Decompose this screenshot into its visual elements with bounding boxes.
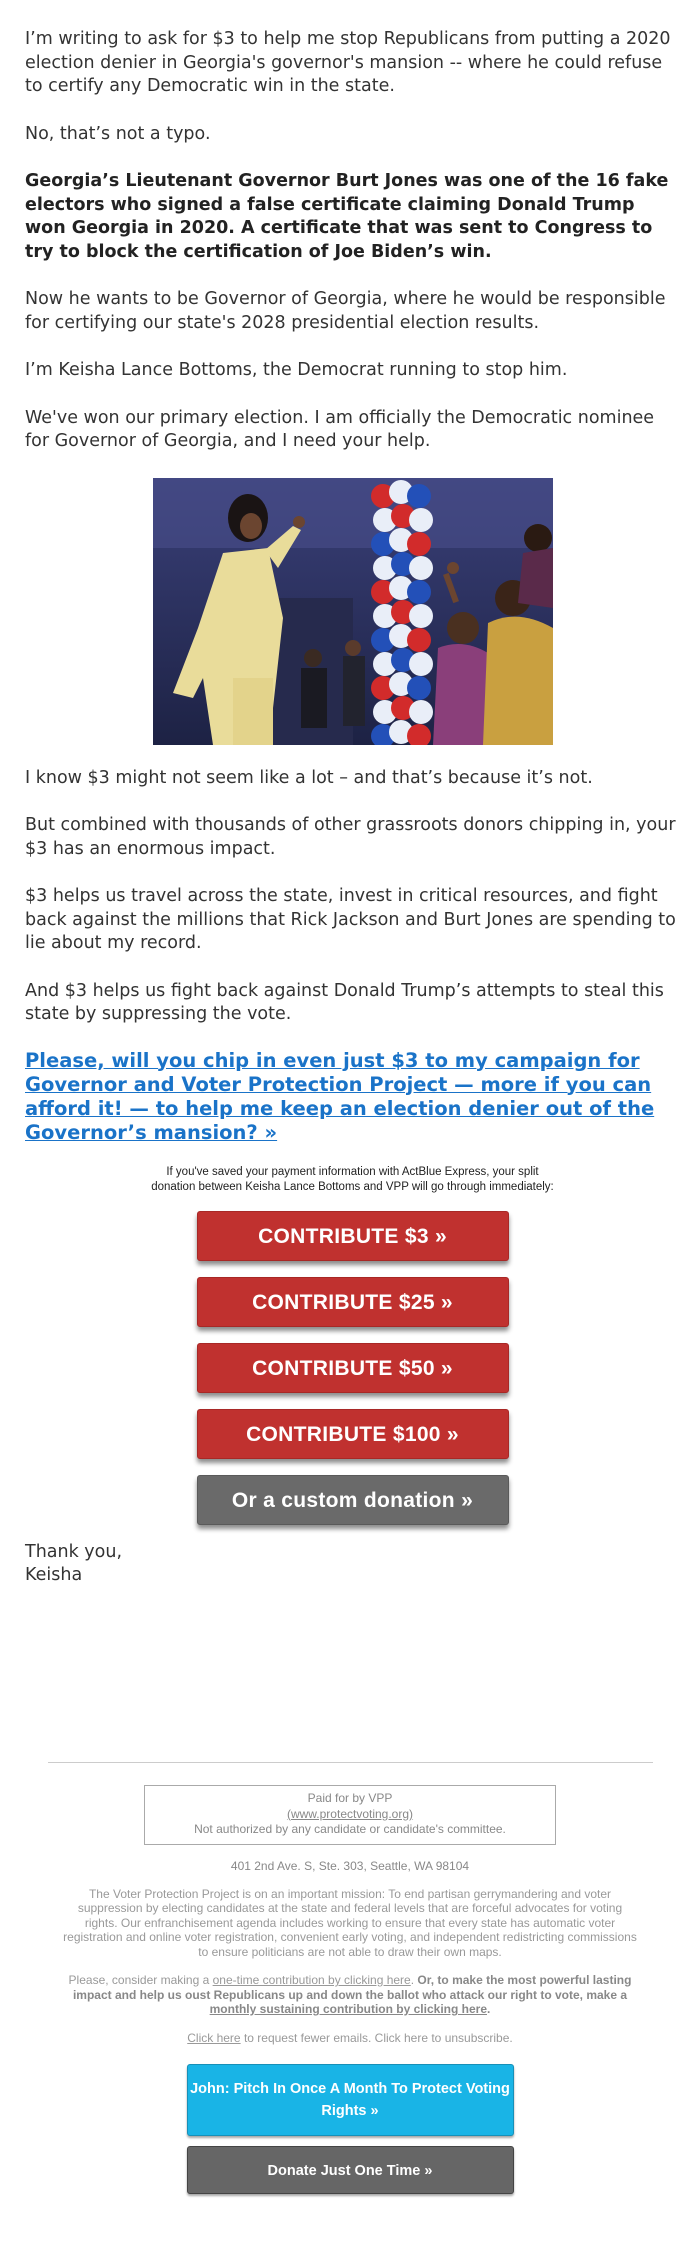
footer-divider (48, 1762, 653, 1763)
mailing-address: 401 2nd Ave. S, Ste. 303, Seattle, WA 98104 (230, 1858, 470, 1873)
signoff-thanks: Thank you, (25, 1541, 123, 1562)
fake-electors-paragraph: Georgia’s Lieutenant Governor Burt Jones was one of the 16 fake electors who signed a false certificate claiming Donald Trump won Georgia in 2020. A certificate that was sent to Congress to try to block the certification of Joe Biden’s win. (25, 171, 669, 262)
one-time-contribution-link[interactable]: one-time contribution by clicking here (212, 1973, 411, 1987)
monthly-contribution-link[interactable]: monthly sustaining contribution by clicking here (209, 2002, 487, 2016)
signoff (25, 1541, 680, 1588)
three-dollars-paragraph: I know $3 might not seem like a lot – and that’s because it’s not. (25, 767, 593, 788)
appeal-mid: . (410, 1973, 418, 1987)
mission-statement: The Voter Protection Project is on an important mission: To end partisan gerrymandering and voter suppression by electing candidates at the state and federal levels that are forceful advocates for voting rights. Our enfranchisement agenda includes working to ensure that every state has automatic voter registration and online voter registration, convenient early voting, and independent redistricting commissions to ensure politicians are not able to draw their own maps. (63, 1886, 637, 1959)
express-note-line-2: donation between Keisha Lance Bottoms and VPP will go through immediately: (151, 1180, 554, 1193)
candidate-paragraph: I’m Keisha Lance Bottoms, the Democrat running to stop him. (25, 360, 568, 380)
unsubscribe-text: to request fewer emails. Click here to unsubscribe. (240, 2030, 513, 2045)
intro-paragraph: I’m writing to ask for $3 to help me stop Republicans from putting a 2020 election denier in Georgia's governor's mansion -- where he could refuse to certify any Democratic win in the state. (25, 29, 671, 96)
grassroots-paragraph: But combined with thousands of other grassroots donors chipping in, your $3 has an enormous impact. (25, 815, 676, 859)
contribute-100-button[interactable]: CONTRIBUTE $100 » (197, 1409, 509, 1459)
actblue-express-note (25, 1165, 680, 1195)
typo-paragraph: No, that’s not a typo. (25, 123, 211, 144)
rally-photo (153, 478, 553, 745)
primary-paragraph: We've won our primary election. I am officially the Democratic nominee for Governor of Georgia, and I need your help. (25, 407, 655, 451)
not-authorized-text: Not authorized by any candidate or candidate's committee. (194, 1822, 506, 1836)
contribute-3-button[interactable]: CONTRIBUTE $3 » (197, 1211, 509, 1261)
email-footer (0, 1762, 700, 2194)
balloon-column (371, 480, 433, 745)
contribute-25-button[interactable]: CONTRIBUTE $25 » (197, 1277, 509, 1327)
suppression-paragraph: And $3 helps us fight back against Donald Trump’s attempts to steal this state by suppressing the vote. (25, 980, 664, 1024)
chip-in-link[interactable]: Please, will you chip in even just $3 to my campaign for Governor and Voter Protection Project — more if you can afford it! — to help me keep an election denier out of the Governor’s mansion? » (25, 1048, 655, 1144)
contribution-appeal (60, 1973, 640, 2017)
email-content (25, 28, 680, 1588)
unsubscribe-line (0, 2031, 700, 2045)
governor-paragraph: Now he wants to be Governor of Georgia, where he would be responsible for certifying our state's 2028 presidential election results. (25, 289, 666, 333)
paid-for-box (144, 1785, 556, 1845)
paid-for-text: Paid for by VPP (307, 1791, 393, 1805)
website-link[interactable]: (www.protectvoting.org) (286, 1806, 414, 1821)
monthly-donation-button[interactable]: John: Pitch In Once A Month To Protect Voting Rights » (187, 2064, 514, 2136)
one-time-donation-button[interactable]: Donate Just One Time » (187, 2146, 514, 2194)
travel-paragraph: $3 helps us travel across the state, invest in critical resources, and fight back against the millions that Rick Jackson and Burt Jones are spending to lie about my record. (25, 886, 676, 953)
appeal-bold-text: Or, to make the most powerful lasting impact and help us oust Republicans up and down the ballot who attack our right to vote, make a (72, 1973, 632, 2002)
contribute-50-button[interactable]: CONTRIBUTE $50 » (197, 1343, 509, 1393)
signoff-name: Keisha (25, 1565, 83, 1585)
custom-donation-button[interactable]: Or a custom donation » (197, 1475, 509, 1525)
express-note-line-1: If you've saved your payment information with ActBlue Express, your split (166, 1165, 539, 1178)
appeal-end: . (487, 2002, 491, 2016)
rally-photo-illustration (153, 478, 553, 745)
appeal-prefix: Please, consider making a (68, 1973, 213, 1987)
fewer-emails-link[interactable]: Click here (187, 2030, 241, 2045)
